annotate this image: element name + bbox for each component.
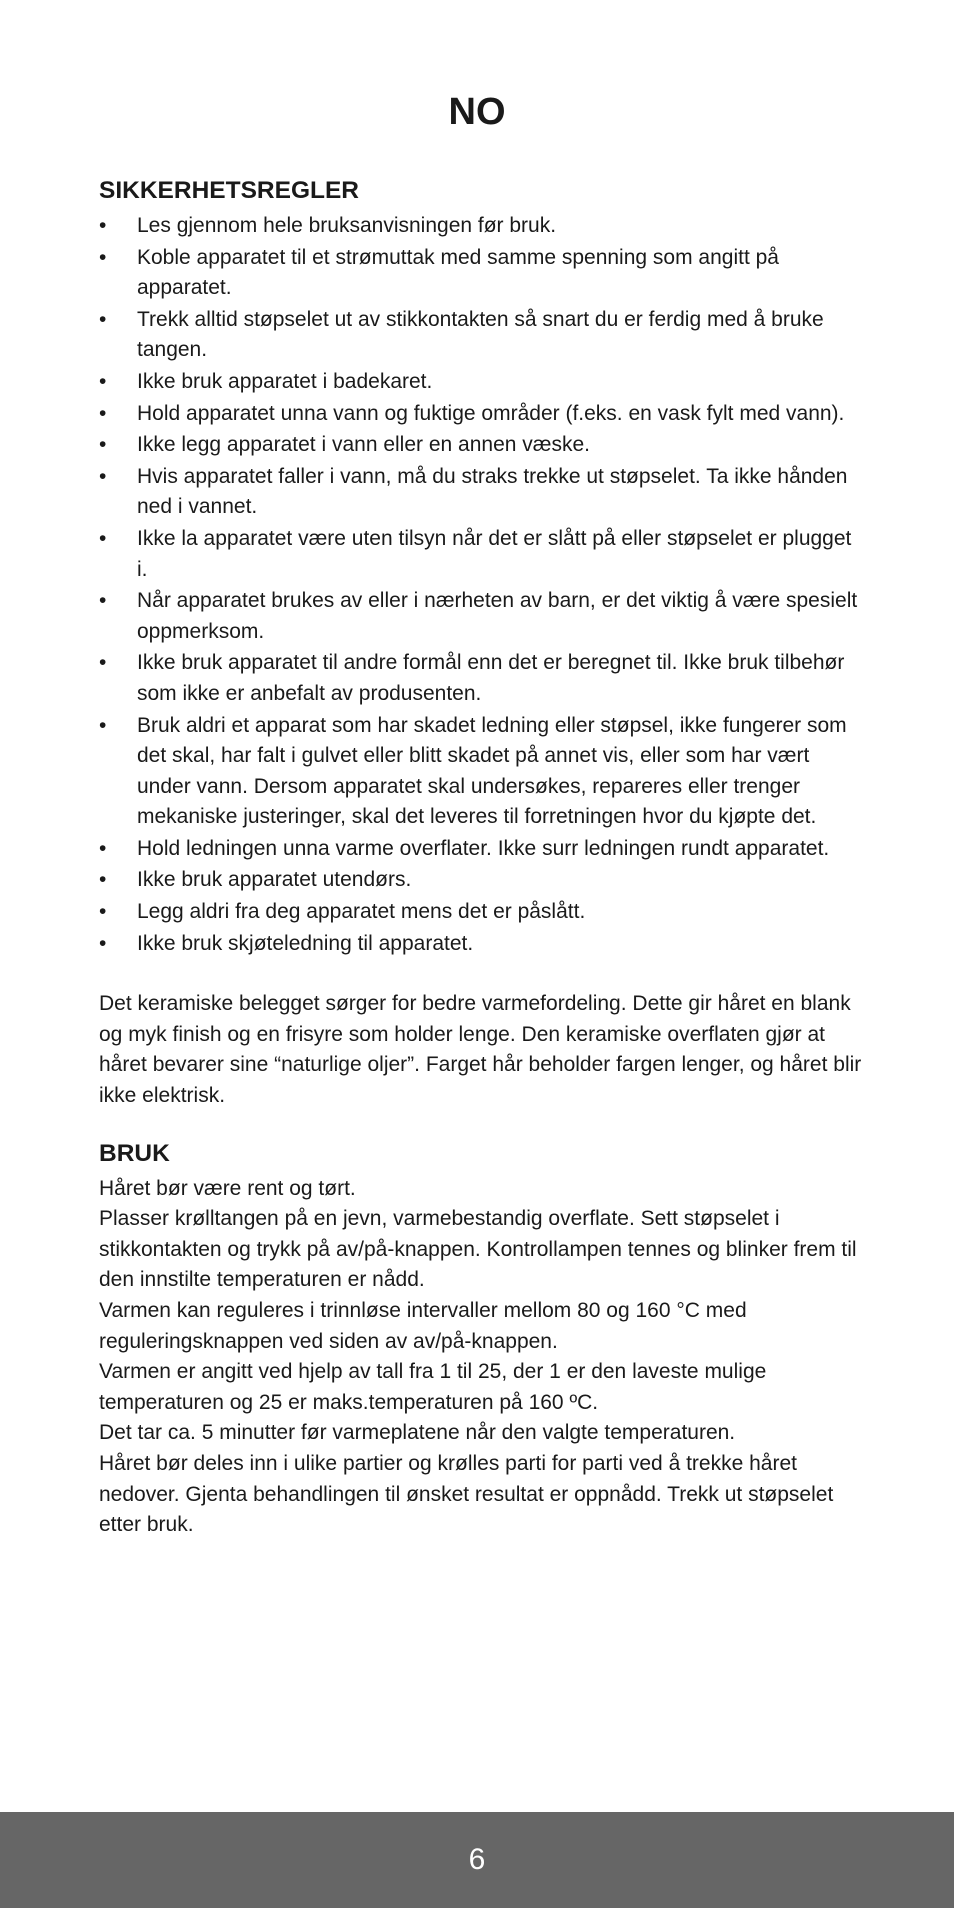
list-item <box>99 648 865 709</box>
list-item <box>99 586 865 647</box>
bullet-icon: • <box>99 214 107 237</box>
list-item-text: Ikke bruk apparatet til andre formål enn det er beregnet til. Ikke bruk tilbehør som ikke er anbefalt av produsenten. <box>137 651 845 705</box>
bullet-icon: • <box>99 369 107 393</box>
list-item <box>99 462 865 523</box>
safety-list <box>99 211 865 959</box>
list-item-text: Når apparatet brukes av eller i nærheten av barn, er det viktig å være spesielt oppmerksom. <box>137 589 858 643</box>
safety-section-title: SIKKERHETSREGLER <box>99 177 360 204</box>
bullet-icon: • <box>99 307 107 331</box>
bullet-icon: • <box>99 589 107 613</box>
list-item-text: Bruk aldri et apparat som har skadet ledning eller støpsel, ikke fungerer som det skal, har falt i gulvet eller blitt skadet på annet vis, eller som har vært under vann. Dersom apparatet skal undersøkes, repareres eller trenger mekaniske justeringer, skal det leveres til forretningen hvor du kjøpte det. <box>137 713 847 829</box>
list-item <box>99 211 865 242</box>
usage-paragraph: Plasser krølltangen på en jevn, varmebestandig overflate. Sett støpselet i stikkontakten og trykk på av/på-knappen. Kontrollampen tennes og blinker frem til den innstilte temperaturen er nådd. <box>99 1207 857 1292</box>
list-item <box>99 711 865 833</box>
intro-paragraph: Det keramiske belegget sørger for bedre varmefordeling. Dette gir håret en blank og myk finish og en frisyre som holder lenge. Den keramiske overflaten gjør at håret bevarer sine “naturlige oljer”. Farget hår beholder fargen lenger, og håret blir ikke elektrisk. <box>99 992 862 1108</box>
list-item <box>99 865 865 896</box>
page-number: 6 <box>468 1843 486 1876</box>
document-body <box>99 173 865 1541</box>
usage-paragraph: Varmen er angitt ved hjelp av tall fra 1 til 25, der 1 er den laveste mulige temperaturen og 25 er maks.temperaturen på 160 ºC. <box>99 1360 767 1414</box>
usage-paragraph: Håret bør deles inn i ulike partier og krølles parti for parti ved å trekke håret nedover. Gjenta behandlingen til ønsket resultat er oppnådd. Trekk ut støpselet etter bruk. <box>99 1451 834 1537</box>
list-item-text: Les gjennom hele bruksanvisningen før bruk. <box>137 214 557 237</box>
page-footer <box>0 1812 954 1908</box>
list-item-text: Hvis apparatet faller i vann, må du straks trekke ut støpselet. Ta ikke hånden ned i vannet. <box>137 464 848 519</box>
bullet-icon: • <box>99 836 107 860</box>
list-item-text: Hold apparatet unna vann og fuktige områder (f.eks. en vask fylt med vann). <box>137 401 845 425</box>
bullet-icon: • <box>99 433 107 457</box>
bullet-icon: • <box>99 713 107 737</box>
list-item <box>99 524 865 585</box>
list-item <box>99 243 865 304</box>
bullet-icon: • <box>99 245 107 269</box>
page-heading: NO <box>448 91 506 133</box>
bullet-icon: • <box>99 900 107 924</box>
usage-paragraph: Varmen kan reguleres i trinnløse intervaller mellom 80 og 160 °C med reguleringsknappen ved siden av av/på-knappen. <box>99 1299 747 1353</box>
bullet-icon: • <box>99 931 107 955</box>
usage-section-title: BRUK <box>99 1139 170 1167</box>
bullet-icon: • <box>99 526 107 550</box>
list-item <box>99 399 865 430</box>
list-item-text: Ikke bruk apparatet i badekaret. <box>137 369 433 393</box>
list-item <box>99 367 865 398</box>
list-item-text: Trekk alltid støpselet ut av stikkontakten så snart du er ferdig med å bruke tangen. <box>137 307 824 362</box>
list-item-text: Ikke la apparatet være uten tilsyn når det er slått på eller støpselet er plugget i. <box>137 526 852 581</box>
list-item <box>99 834 865 865</box>
list-item <box>99 897 865 928</box>
usage-paragraph: Håret bør være rent og tørt. <box>99 1176 356 1200</box>
bullet-icon: • <box>99 464 107 488</box>
list-item <box>99 305 865 366</box>
bullet-icon: • <box>99 401 107 425</box>
list-item-text: Ikke bruk apparatet utendørs. <box>137 868 412 892</box>
list-item-text: Ikke legg apparatet i vann eller en annen væske. <box>137 433 590 457</box>
bullet-icon: • <box>99 651 107 675</box>
bullet-icon: • <box>99 868 107 892</box>
list-item-text: Ikke bruk skjøteledning til apparatet. <box>137 931 474 955</box>
list-item-text: Hold ledningen unna varme overflater. Ikke surr ledningen rundt apparatet. <box>137 836 830 860</box>
list-item <box>99 430 865 461</box>
list-item <box>99 929 865 960</box>
usage-paragraph: Det tar ca. 5 minutter før varmeplatene når den valgte temperaturen. <box>99 1421 736 1445</box>
list-item-text: Koble apparatet til et strømuttak med samme spenning som angitt på apparatet. <box>137 245 779 300</box>
list-item-text: Legg aldri fra deg apparatet mens det er påslått. <box>137 900 586 924</box>
